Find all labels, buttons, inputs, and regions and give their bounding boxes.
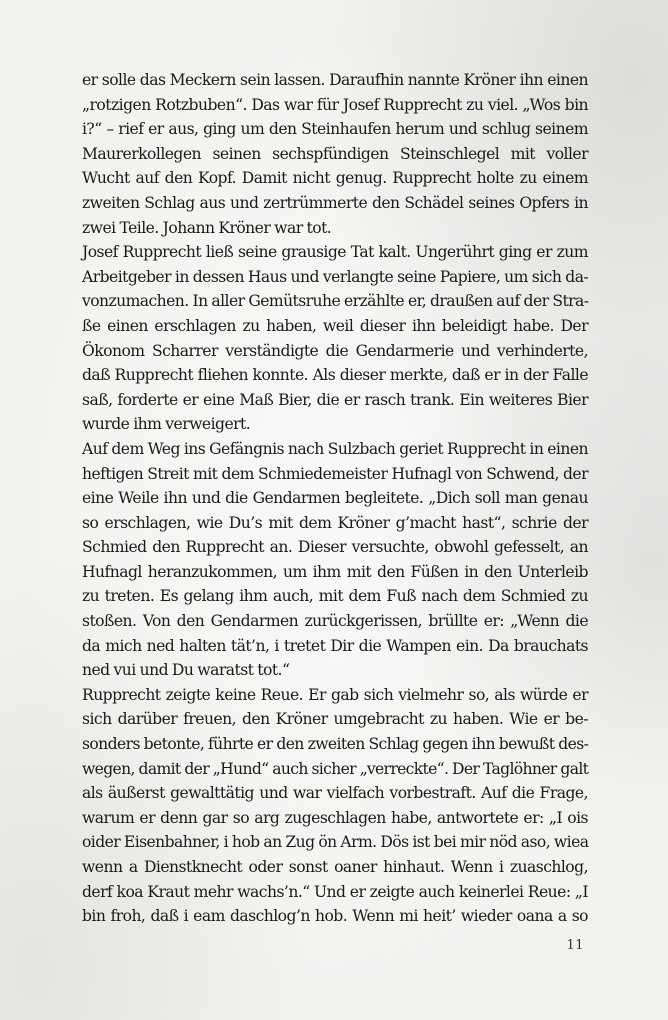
text-line: Rupprecht zeigte keine Reue. Er gab sich vielmehr so, als würde er bbox=[82, 685, 588, 704]
text-line: Hufnagl heranzukommen, um ihm mit den Füßen in den Unterleib bbox=[82, 562, 588, 581]
book-page-text bbox=[82, 68, 588, 929]
text-line: heftigen Streit mit dem Schmiedemeister Hufnagl von Schwend, der bbox=[82, 464, 588, 483]
text-line: so erschlagen, wie Du’s mit dem Kröner g’macht hast“, schrie der bbox=[82, 513, 588, 532]
paragraph bbox=[82, 437, 588, 683]
text-line: Wucht auf den Kopf. Damit nicht genug. Rupprecht holte zu einem bbox=[82, 169, 588, 188]
text-line: Auf dem Weg ins Gefängnis nach Sulzbach geriet Rupprecht in einen bbox=[82, 439, 588, 458]
text-line: warum er denn gar so arg zugeschlagen habe, antwortete er: „I ois bbox=[82, 808, 588, 827]
text-line: derf koa Kraut mehr wachs’n.“ Und er zeigte auch keinerlei Reue: „I bbox=[82, 882, 588, 901]
text-line: Maurerkollegen seinen sechspfündigen Steinschlegel mit voller bbox=[82, 144, 588, 163]
text-line: saß, forderte er eine Maß Bier, die er rasch trank. Ein weiteres Bier bbox=[82, 390, 588, 409]
text-line: ned vui und Du waratst tot.“ bbox=[82, 661, 290, 680]
text-line: sich darüber freuen, den Kröner umgebracht zu haben. Wie er be- bbox=[82, 710, 588, 729]
text-line: Arbeitgeber in dessen Haus und verlangte seine Papiere, um sich da- bbox=[82, 267, 589, 286]
text-line: wegen, damit der „Hund“ auch sicher „verreckte“. Der Taglöhner galt bbox=[82, 759, 589, 778]
text-line: Schmied den Rupprecht an. Dieser versuchte, obwohl gefesselt, an bbox=[82, 538, 588, 557]
text-line: er solle das Meckern sein lassen. Daraufhin nannte Kröner ihn einen bbox=[82, 71, 588, 89]
text-line: stoßen. Von den Gendarmen zurückgerissen, brüllte er: „Wenn die bbox=[82, 612, 588, 631]
text-line: zweiten Schlag aus und zertrümmerte den Schädel seines Opfers in bbox=[82, 193, 588, 212]
text-line: i?“ – rief er aus, ging um den Steinhaufen herum und schlug seinem bbox=[82, 120, 588, 139]
text-line: als äußerst gewalttätig und war vielfach vorbestraft. Auf die Frage, bbox=[82, 784, 588, 803]
text-line: eine Weile ihn und die Gendarmen begleitete. „Dich soll man genau bbox=[82, 489, 588, 508]
text-line: ße einen erschlagen zu haben, weil dieser ihn beleidigt habe. Der bbox=[82, 316, 588, 335]
text-line: Josef Rupprecht ließ seine grausige Tat kalt. Ungerührt ging er zum bbox=[82, 243, 588, 262]
text-line: Ökonom Scharrer verständigte die Gendarmerie und verhinderte, bbox=[82, 341, 588, 360]
paragraph bbox=[82, 683, 588, 929]
text-line: vonzumachen. In aller Gemütsruhe erzählte er, draußen auf der Stra- bbox=[82, 292, 589, 311]
paragraph bbox=[82, 240, 588, 437]
text-line: daß Rupprecht fliehen konnte. Als dieser merkte, daß er in der Falle bbox=[82, 366, 588, 385]
text-line: „rotzigen Rotzbuben“. Das war für Josef Rupprecht zu viel. „Wos bin bbox=[82, 95, 588, 114]
text-line: zu treten. Es gelang ihm auch, mit dem Fuß nach dem Schmied zu bbox=[82, 587, 588, 606]
page-number: 11 bbox=[566, 938, 584, 953]
text-line: oider Eisenbahner, i hob an Zug ön Arm. Dös ist bei mir nöd aso, wiea bbox=[82, 833, 589, 852]
text-line: bin froh, daß i eam daschlog’n hob. Wenn mi heit’ wieder oana a so bbox=[82, 907, 588, 926]
text-line: sonders betonte, führte er den zweiten Schlag gegen ihn bewußt des- bbox=[82, 735, 589, 754]
text-line: da mich ned halten tät’n, i tretet Dir die Wampen ein. Da brauchats bbox=[82, 636, 588, 655]
text-line: zwei Teile. Johann Kröner war tot. bbox=[82, 218, 332, 237]
text-line: wurde ihm verweigert. bbox=[82, 415, 251, 434]
paragraph bbox=[82, 68, 588, 240]
text-line: wenn a Dienstknecht oder sonst oaner hinhaut. Wenn i zuaschlog, bbox=[82, 858, 588, 876]
